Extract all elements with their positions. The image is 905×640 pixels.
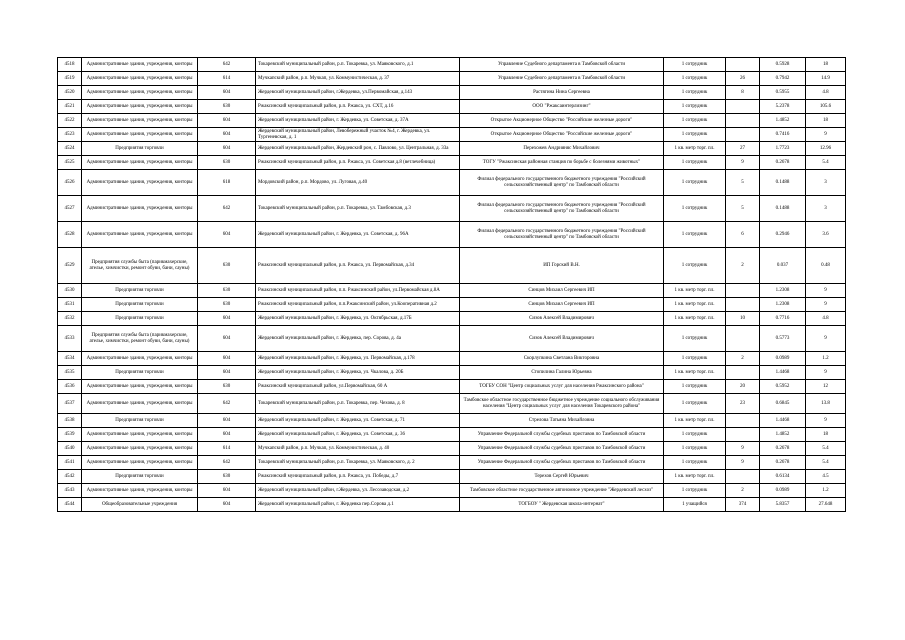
row-number: 4530 — [58, 284, 82, 298]
row-number: 4528 — [58, 222, 82, 248]
unit-quantity — [726, 428, 760, 442]
annual-volume: 0.48 — [806, 248, 846, 284]
object-type: Предприятия торговли — [82, 298, 198, 312]
object-address: Токаревский муниципальный район, р.п. Токаревка, ул. Тамбовская, д.3 — [256, 196, 460, 222]
object-type: Административные здания, учреждения, конторы — [82, 380, 198, 394]
row-number: 4522 — [58, 114, 82, 128]
accumulation-norm: 0.2678 — [760, 156, 806, 170]
object-type: Предприятия торговли — [82, 284, 198, 298]
annual-volume: 9 — [806, 326, 846, 352]
accounting-unit: 1 сотрудник — [664, 248, 726, 284]
table-row — [58, 100, 846, 114]
organization-name: ТОГБУ СОН "Центр социальных услуг для населения Ржаксинского района" — [460, 380, 664, 394]
unit-quantity: 27 — [726, 142, 760, 156]
table-row — [58, 414, 846, 428]
organization-name: Синцов Михаил Сергеевич ИП — [460, 298, 664, 312]
accumulation-norm: 0.7716 — [760, 312, 806, 326]
accounting-unit: 1 сотрудник — [664, 442, 726, 456]
accounting-unit: 1 сотрудник — [664, 326, 726, 352]
object-address: Ржаксинский муниципальный район, п.п.Ржаксинский район, ул.Кооперативная д.2 — [256, 298, 460, 312]
accounting-unit: 1 сотрудник — [664, 196, 726, 222]
table-row — [58, 284, 846, 298]
district-code: 604 — [198, 128, 256, 142]
object-address: Ржаксинский муниципальный район, р.п. Ржакса, ул. Победы, д.7 — [256, 470, 460, 484]
unit-quantity — [726, 326, 760, 352]
unit-quantity: 5 — [726, 196, 760, 222]
object-address: Токаревский муниципальный район, р.п. Токаревка, ул. Маяковского, д. 2 — [256, 456, 460, 470]
accumulation-norm: 1.2308 — [760, 284, 806, 298]
district-code: 642 — [198, 394, 256, 414]
table-row — [58, 114, 846, 128]
district-code: 630 — [198, 156, 256, 170]
unit-quantity — [726, 128, 760, 142]
unit-quantity: 2 — [726, 248, 760, 284]
unit-quantity: 9 — [726, 156, 760, 170]
district-code: 604 — [198, 222, 256, 248]
table-row — [58, 196, 846, 222]
accounting-unit: 1 сотрудник — [664, 72, 726, 86]
annual-volume: 5.4 — [806, 456, 846, 470]
accumulation-norm: 1.7723 — [760, 142, 806, 156]
accumulation-norm: 0.1488 — [760, 170, 806, 196]
object-address: Жердевский муниципальный район, г. Жердевка, пер. Сорова, д. 4а — [256, 326, 460, 352]
object-address: Жердевский муниципальный район, г.Жердевка, ул. Лесозаводская, д.2 — [256, 484, 460, 498]
accounting-unit: 1 кв. метр торг. пл. — [664, 284, 726, 298]
accumulation-norm: 0.5952 — [760, 380, 806, 394]
organization-name: Перехожев Андрияняс Михайлович — [460, 142, 664, 156]
table-row — [58, 380, 846, 394]
district-code: 604 — [198, 312, 256, 326]
unit-quantity: 9 — [726, 456, 760, 470]
annual-volume: 105.6 — [806, 100, 846, 114]
district-code: 604 — [198, 326, 256, 352]
row-number: 4532 — [58, 312, 82, 326]
organization-name: Тамбовское областное государственное автономное учреждение "Жердевский лесхоз" — [460, 484, 664, 498]
table-row — [58, 428, 846, 442]
unit-quantity — [726, 298, 760, 312]
accumulation-norm: 5.2378 — [760, 100, 806, 114]
district-code: 630 — [198, 298, 256, 312]
district-code: 630 — [198, 248, 256, 284]
organization-name: Сизов Алексей Владимирович — [460, 326, 664, 352]
accounting-unit: 1 кв. метр торг. пл. — [664, 298, 726, 312]
organization-name: Управление Судебного департамента в Тамбовской области — [460, 58, 664, 72]
organization-name: Тамбовское областное государственное бюджетное учреждение социального обслуживания населения "Центр социальных услуг для населения Токаревского района" — [460, 394, 664, 414]
row-number: 4523 — [58, 128, 82, 142]
unit-quantity: 23 — [726, 394, 760, 414]
district-code: 604 — [198, 352, 256, 366]
organization-name: Управление Федеральной службы судебных приставов по Тамбовской области — [460, 456, 664, 470]
table-row — [58, 222, 846, 248]
annual-volume: 9 — [806, 414, 846, 428]
accumulation-norm: 0.5773 — [760, 326, 806, 352]
district-code: 642 — [198, 58, 256, 72]
object-type: Административные здания, учреждения, конторы — [82, 456, 198, 470]
annual-volume: 5.4 — [806, 442, 846, 456]
object-type: Административные здания, учреждения, конторы — [82, 114, 198, 128]
unit-quantity: 374 — [726, 498, 760, 512]
annual-volume: 18 — [806, 428, 846, 442]
row-number: 4536 — [58, 380, 82, 394]
accounting-unit: 1 кв. метр торг. пл. — [664, 414, 726, 428]
row-number: 4521 — [58, 100, 82, 114]
accounting-unit: 1 кв. метр торг. пл. — [664, 312, 726, 326]
accumulation-norm: 1.4852 — [760, 114, 806, 128]
annual-volume: 4.5 — [806, 470, 846, 484]
register-sheet — [57, 57, 845, 512]
annual-volume: 1.2 — [806, 484, 846, 498]
district-code: 604 — [198, 86, 256, 100]
table-row — [58, 86, 846, 100]
accumulation-norm: 1.4852 — [760, 428, 806, 442]
annual-volume: 4.8 — [806, 86, 846, 100]
object-address: Жердевский муниципальный район, г. Жердевка, ул. Советская, д. 71 — [256, 414, 460, 428]
organization-name: ТОГБОУ " Жердевская школа-интернат" — [460, 498, 664, 512]
row-number: 4537 — [58, 394, 82, 414]
district-code: 630 — [198, 100, 256, 114]
object-type: Административные здания, учреждения, конторы — [82, 156, 198, 170]
table-row — [58, 312, 846, 326]
organization-name: Стрелова Татьяна Михайловна — [460, 414, 664, 428]
accumulation-norm: 1.4468 — [760, 366, 806, 380]
organization-name: Терехов Сергей Юрьевич — [460, 470, 664, 484]
register-table — [57, 57, 846, 512]
row-number: 4543 — [58, 484, 82, 498]
row-number: 4533 — [58, 326, 82, 352]
row-number: 4542 — [58, 470, 82, 484]
annual-volume: 3 — [806, 196, 846, 222]
object-address: Ржаксинский муниципальный район, п.п. Ржаксинский район, ул.Первомайская д.8А — [256, 284, 460, 298]
accounting-unit: 1 сотрудник — [664, 428, 726, 442]
district-code: 642 — [198, 196, 256, 222]
accumulation-norm: 0.6134 — [760, 470, 806, 484]
row-number: 4541 — [58, 456, 82, 470]
object-address: Жердевский муниципальный район, г.Жердевка, ул.Первомайская, д.143 — [256, 86, 460, 100]
row-number: 4527 — [58, 196, 82, 222]
unit-quantity — [726, 414, 760, 428]
object-address: Жердевский муниципальный район, г. Жердевка, ул. Советская, д. 96А — [256, 222, 460, 248]
organization-name: Филиал федерального государственного бюджетного учреждения "Российский сельскохозяйственный центр" по Тамбовской области — [460, 170, 664, 196]
object-type: Административные здания, учреждения, конторы — [82, 100, 198, 114]
table-row — [58, 142, 846, 156]
district-code: 604 — [198, 484, 256, 498]
object-type: Административные здания, учреждения, конторы — [82, 58, 198, 72]
table-row — [58, 470, 846, 484]
accounting-unit: 1 сотрудник — [664, 156, 726, 170]
accumulation-norm: 0.0989 — [760, 484, 806, 498]
district-code: 630 — [198, 284, 256, 298]
unit-quantity — [726, 58, 760, 72]
object-type: Административные здания, учреждения, конторы — [82, 86, 198, 100]
unit-quantity — [726, 114, 760, 128]
accumulation-norm: 0.7416 — [760, 128, 806, 142]
accumulation-norm: 0.1488 — [760, 196, 806, 222]
district-code: 604 — [198, 366, 256, 380]
table-row — [58, 156, 846, 170]
district-code: 642 — [198, 456, 256, 470]
object-address: Ржаксинский муниципальный район, р.п. Ржакса, ул. Советская д.8 (ветлечебница) — [256, 156, 460, 170]
organization-name: Управление Судебного департамента в Тамбовской области — [460, 72, 664, 86]
organization-name: ИП Горский В.Н. — [460, 248, 664, 284]
annual-volume: 3 — [806, 170, 846, 196]
accumulation-norm: 1.2308 — [760, 298, 806, 312]
object-type: Предприятия торговли — [82, 312, 198, 326]
annual-volume: 9 — [806, 128, 846, 142]
organization-name: Управление Федеральной службы судебных приставов по Тамбовской области — [460, 428, 664, 442]
annual-volume: 9 — [806, 284, 846, 298]
object-type: Административные здания, учреждения, конторы — [82, 128, 198, 142]
accounting-unit: 1 сотрудник — [664, 222, 726, 248]
table-row — [58, 352, 846, 366]
district-code: 604 — [198, 498, 256, 512]
row-number: 4520 — [58, 86, 82, 100]
object-address: Жердевский муниципальный район, Левобережный участок №4, г. Жердевка, ул. Тургеневская, д. 1 — [256, 128, 460, 142]
table-row — [58, 484, 846, 498]
row-number: 4534 — [58, 352, 82, 366]
district-code: 604 — [198, 414, 256, 428]
object-type: Общеобразовательные учреждения — [82, 498, 198, 512]
unit-quantity: 5 — [726, 170, 760, 196]
unit-quantity: 20 — [726, 380, 760, 394]
object-address: Ржаксинский муниципальный район, р.п. Ржакса, ул. СХТ, д.16 — [256, 100, 460, 114]
district-code: 604 — [198, 142, 256, 156]
accounting-unit: 1 сотрудник — [664, 170, 726, 196]
object-type: Административные здания, учреждения, конторы — [82, 484, 198, 498]
row-number: 4544 — [58, 498, 82, 512]
annual-volume: 27.648 — [806, 498, 846, 512]
row-number: 4519 — [58, 72, 82, 86]
row-number: 4531 — [58, 298, 82, 312]
object-type: Предприятия торговли — [82, 414, 198, 428]
object-address: Жердевский муниципальный район, г. Жердевка, ул. Советская, д. 37А — [256, 114, 460, 128]
object-address: Токаревский муниципальный район, р.п. Токаревка, пер. Чехова, д. 8 — [256, 394, 460, 414]
table-row — [58, 298, 846, 312]
row-number: 4540 — [58, 442, 82, 456]
accumulation-norm: 0.5928 — [760, 58, 806, 72]
object-type: Предприятия торговли — [82, 142, 198, 156]
table-row — [58, 72, 846, 86]
object-address: Жердевский муниципальный район, г. Жердевка, ул. Советская, д. 36 — [256, 428, 460, 442]
table-row — [58, 442, 846, 456]
annual-volume: 18 — [806, 114, 846, 128]
accounting-unit: 1 сотрудник — [664, 128, 726, 142]
object-type: Предприятия торговли — [82, 366, 198, 380]
object-type: Предприятия торговли — [82, 470, 198, 484]
object-address: Мучкапский район, р.п. Мучкап, ул. Коммунистическая, д. 40 — [256, 442, 460, 456]
accounting-unit: 1 учащийся — [664, 498, 726, 512]
row-number: 4539 — [58, 428, 82, 442]
annual-volume: 9 — [806, 298, 846, 312]
table-row — [58, 394, 846, 414]
annual-volume: 14.9 — [806, 72, 846, 86]
accounting-unit: 1 кв. метр торг. пл. — [664, 470, 726, 484]
accumulation-norm: 0.2946 — [760, 222, 806, 248]
register-rows — [58, 58, 846, 512]
district-code: 630 — [198, 470, 256, 484]
accumulation-norm: 1.4468 — [760, 414, 806, 428]
accounting-unit: 1 сотрудник — [664, 58, 726, 72]
table-row — [58, 456, 846, 470]
object-type: Предприятия службы быта (парикмахерские, ателье, химчистки, ремонт обуви, бани, сауны) — [82, 248, 198, 284]
object-address: Жердевский муниципальный район, Жердевский рон, с. Павлово, ул. Центральная, д. 33а — [256, 142, 460, 156]
table-row — [58, 366, 846, 380]
object-address: Ржаксинский муниципальный район, ул.Первомайская, 60 А — [256, 380, 460, 394]
accumulation-norm: 0.6845 — [760, 394, 806, 414]
object-type: Административные здания, учреждения, конторы — [82, 72, 198, 86]
table-row — [58, 248, 846, 284]
table-row — [58, 498, 846, 512]
unit-quantity — [726, 470, 760, 484]
object-address: Жердевский муниципальный район, г. Жердевка пер.Сорова д.1 — [256, 498, 460, 512]
accounting-unit: 1 сотрудник — [664, 100, 726, 114]
accounting-unit: 1 сотрудник — [664, 380, 726, 394]
annual-volume: 13.8 — [806, 394, 846, 414]
table-row — [58, 326, 846, 352]
annual-volume: 9 — [806, 366, 846, 380]
row-number: 4535 — [58, 366, 82, 380]
district-code: 614 — [198, 72, 256, 86]
organization-name: Сизов Алексей Владимирович — [460, 312, 664, 326]
table-row — [58, 170, 846, 196]
unit-quantity: 10 — [726, 312, 760, 326]
accounting-unit: 1 кв. метр торг. пл. — [664, 142, 726, 156]
object-address: Ржаксинский муниципальный район, р.п. Ржакса, ул. Первомайская, д.34 — [256, 248, 460, 284]
organization-name: Растягина Нина Сергеевна — [460, 86, 664, 100]
row-number: 4525 — [58, 156, 82, 170]
unit-quantity — [726, 284, 760, 298]
annual-volume: 3.6 — [806, 222, 846, 248]
row-number: 4524 — [58, 142, 82, 156]
organization-name: Стопилина Галина Юрьевна — [460, 366, 664, 380]
object-address: Мучкапский район, р.п. Мучкап, ул. Коммунистическая, д. 37 — [256, 72, 460, 86]
unit-quantity: 9 — [726, 442, 760, 456]
district-code: 614 — [198, 442, 256, 456]
accounting-unit: 1 кв. метр торг. пл. — [664, 366, 726, 380]
unit-quantity: 2 — [726, 484, 760, 498]
table-row — [58, 128, 846, 142]
unit-quantity: 6 — [726, 222, 760, 248]
table-row — [58, 58, 846, 72]
row-number: 4518 — [58, 58, 82, 72]
annual-volume: 1.2 — [806, 352, 846, 366]
annual-volume: 12.96 — [806, 142, 846, 156]
annual-volume: 5.4 — [806, 156, 846, 170]
district-code: 618 — [198, 170, 256, 196]
accounting-unit: 1 сотрудник — [664, 484, 726, 498]
unit-quantity — [726, 366, 760, 380]
object-type: Административные здания, учреждения, конторы — [82, 394, 198, 414]
unit-quantity: 26 — [726, 72, 760, 86]
object-address: Жердевский муниципальный район, г. Жердевка, ул. Чкалова, д. 20Б — [256, 366, 460, 380]
object-type: Предприятия службы быта (парикмахерские, ателье, химчистки, ремонт обуви, бани, сауны) — [82, 326, 198, 352]
organization-name: Синцов Михаил Сергеевич ИП — [460, 284, 664, 298]
organization-name: Скорлупкина Светлана Викторовна — [460, 352, 664, 366]
row-number: 4538 — [58, 414, 82, 428]
accounting-unit: 1 сотрудник — [664, 456, 726, 470]
organization-name: ТОГУ "Ржаксинская районная станция по борьбе с болезнями животных" — [460, 156, 664, 170]
annual-volume: 18 — [806, 58, 846, 72]
accumulation-norm: 5.8357 — [760, 498, 806, 512]
organization-name: Филиал федерального государственного бюджетного учреждения "Российский сельскохозяйственный центр" по Тамбовской области — [460, 222, 664, 248]
organization-name: Управление Федеральной службы судебных приставов по Тамбовской области — [460, 442, 664, 456]
annual-volume: 4.8 — [806, 312, 846, 326]
organization-name: Открытое Акционерное Общество "Российские железные дороги" — [460, 114, 664, 128]
accumulation-norm: 0.7942 — [760, 72, 806, 86]
accumulation-norm: 0.0989 — [760, 352, 806, 366]
district-code: 604 — [198, 428, 256, 442]
district-code: 630 — [198, 380, 256, 394]
organization-name: ООО "Ржаксаинтерлизинг" — [460, 100, 664, 114]
object-type: Административные здания, учреждения, конторы — [82, 222, 198, 248]
object-type: Административные здания, учреждения, конторы — [82, 428, 198, 442]
row-number: 4526 — [58, 170, 82, 196]
row-number: 4529 — [58, 248, 82, 284]
object-address: Токаревский муниципальный район, р.п. Токаревка, ул. Маяковского, д.1 — [256, 58, 460, 72]
organization-name: Открытое Акционерное Общество "Российские железные дороги" — [460, 128, 664, 142]
accounting-unit: 1 сотрудник — [664, 86, 726, 100]
unit-quantity — [726, 100, 760, 114]
annual-volume: 12 — [806, 380, 846, 394]
accumulation-norm: 0.2678 — [760, 442, 806, 456]
unit-quantity: 2 — [726, 352, 760, 366]
district-code: 604 — [198, 114, 256, 128]
object-type: Административные здания, учреждения, конторы — [82, 196, 198, 222]
accumulation-norm: 0.5955 — [760, 86, 806, 100]
object-address: Жердевский муниципальный район, г. Жердевка, ул. Первомайская, д.178 — [256, 352, 460, 366]
accounting-unit: 1 сотрудник — [664, 114, 726, 128]
object-address: Мордовский район, р.п. Мордово, ул. Луговая, д.40 — [256, 170, 460, 196]
object-type: Административные здания, учреждения, конторы — [82, 352, 198, 366]
accounting-unit: 1 сотрудник — [664, 394, 726, 414]
accounting-unit: 1 сотрудник — [664, 352, 726, 366]
organization-name: Филиал федерального государственного бюджетного учреждения "Российский сельскохозяйственный центр" по Тамбовской области — [460, 196, 664, 222]
accumulation-norm: 0.2678 — [760, 456, 806, 470]
accumulation-norm: 0.037 — [760, 248, 806, 284]
object-type: Административные здания, учреждения, конторы — [82, 442, 198, 456]
unit-quantity: 8 — [726, 86, 760, 100]
object-address: Жердевский муниципальный район, г. Жердевка, ул. Октябрьская, д.17Б — [256, 312, 460, 326]
object-type: Административные здания, учреждения, конторы — [82, 170, 198, 196]
